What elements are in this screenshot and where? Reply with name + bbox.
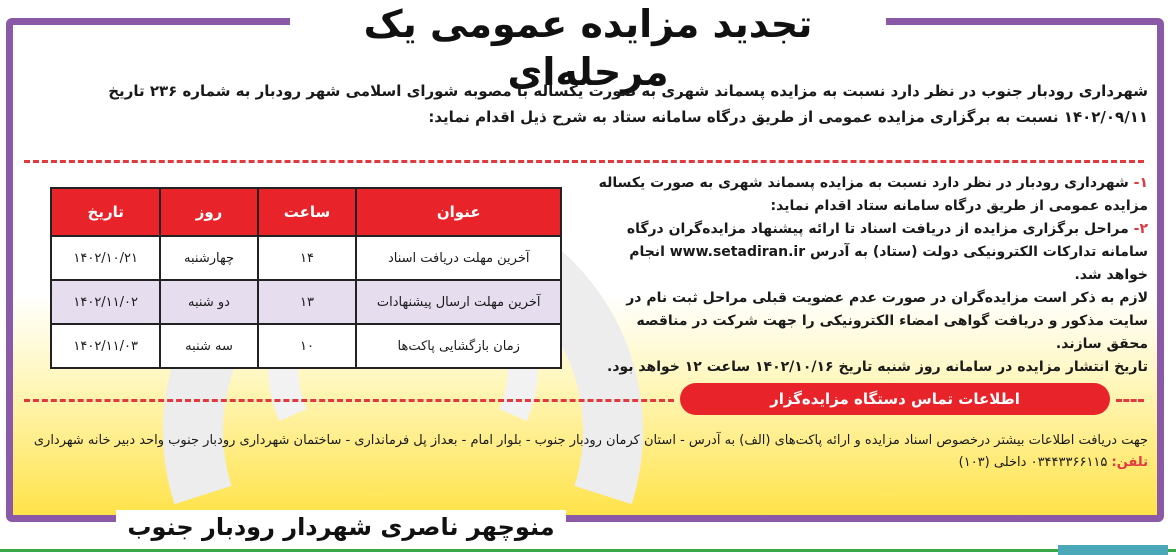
cell-day: سه شنبه: [160, 324, 257, 368]
page-title: تجدید مزایده عمومی یک مرحله‌ای: [363, 2, 813, 94]
phone-label: تلفن:: [1111, 455, 1148, 470]
condition-note: لازم به ذکر است مزایده‌گران در صورت عدم عضویت قبلی مراحل ثبت نام در سایت مذکور و دریافت گواهی امضاء الکترونیکی را جهت شرکت در مناقصه محقق سازند.: [626, 290, 1148, 352]
signer-box: [116, 510, 566, 544]
publish-date-note: تاریخ انتشار مزایده در سامانه روز شنبه تاریخ ۱۴۰۲/۱۰/۱۶ ساعت ۱۲ خواهد بود.: [607, 359, 1148, 375]
table-row: [51, 324, 561, 368]
bottom-line: [0, 549, 1176, 552]
bottom-block: [1058, 545, 1168, 555]
title-box: [290, 0, 886, 94]
cell-day: چهارشنبه: [160, 236, 257, 280]
column-header-day: روز: [160, 188, 257, 236]
intro-paragraph: شهرداری رودبار جنوب در نظر دارد نسبت به مزایده پسماند شهری به صورت یکساله با مصوبه شورای اسلامی شهر رودبار به شماره ۲۳۶ تاریخ ۱۴۰۲/۰۹/۱۱ نسبت به برگزاری مزایده عمومی از طریق درگاه سامانه ستاد به شرح ذیل اقدام نماید:: [108, 82, 1148, 126]
cell-title: زمان بازگشایی پاکت‌ها: [356, 324, 561, 368]
signer-name: منوچهر ناصری شهردار رودبار جنوب: [127, 513, 555, 541]
cell-day: دو شنبه: [160, 280, 257, 324]
divider-left: [24, 399, 674, 402]
cell-hour: ۱۴: [258, 236, 357, 280]
contact-address: جهت دریافت اطلاعات بیشتر درخصوص اسناد مزایده و ارائه پاکت‌های (الف) به آدرس - استان کرمان رودبار جنوب - بلوار امام - بعداز پل فرمانداری - ساختمان شهرداری رودبار جنوب واحد دبیر خانه شهرداری: [33, 433, 1148, 448]
divider-top: [24, 160, 1144, 163]
condition-item-1: [593, 172, 1148, 218]
column-header-hour: ساعت: [258, 188, 357, 236]
table-row: [51, 236, 561, 280]
cell-hour: ۱۳: [258, 280, 357, 324]
cell-title: آخرین مهلت ارسال پیشنهادات: [356, 280, 561, 324]
schedule-table: [50, 187, 562, 369]
item-number: ۱-: [1133, 175, 1148, 191]
contact-heading-badge: اطلاعات تماس دستگاه مزایده‌گزار: [680, 383, 1110, 415]
item-text: شهرداری رودبار در نظر دارد نسبت به مزایده پسماند شهری به صورت یکساله مزایده عمومی از طریق درگاه سامانه ستاد اقدام نماید:: [598, 175, 1148, 214]
contact-phone-line: [28, 452, 1148, 474]
cell-hour: ۱۰: [258, 324, 357, 368]
contact-info: [28, 430, 1148, 474]
divider-right: [1116, 399, 1144, 402]
item-number: ۲-: [1133, 221, 1148, 237]
conditions-list: [593, 172, 1148, 379]
table-header-row: [51, 188, 561, 236]
table-row: [51, 280, 561, 324]
cell-title: آخرین مهلت دریافت اسناد: [356, 236, 561, 280]
item-text: مراحل برگزاری مزایده از دریافت اسناد تا ارائه پیشنهاد مزایده‌گران درگاه سامانه تدارکات الکترونیکی دولت (ستاد) به آدرس www.setadiran.ir انجام خواهد شد.: [626, 221, 1148, 283]
column-header-date: تاریخ: [51, 188, 160, 236]
cell-date: ۱۴۰۲/۱۱/۰۳: [51, 324, 160, 368]
phone-number: ۰۳۴۴۳۳۶۶۱۱۵ داخلی (۱۰۳): [958, 455, 1112, 470]
cell-date: ۱۴۰۲/۱۱/۰۲: [51, 280, 160, 324]
column-header-title: عنوان: [356, 188, 561, 236]
condition-item-2: [593, 218, 1148, 287]
cell-date: ۱۴۰۲/۱۰/۲۱: [51, 236, 160, 280]
